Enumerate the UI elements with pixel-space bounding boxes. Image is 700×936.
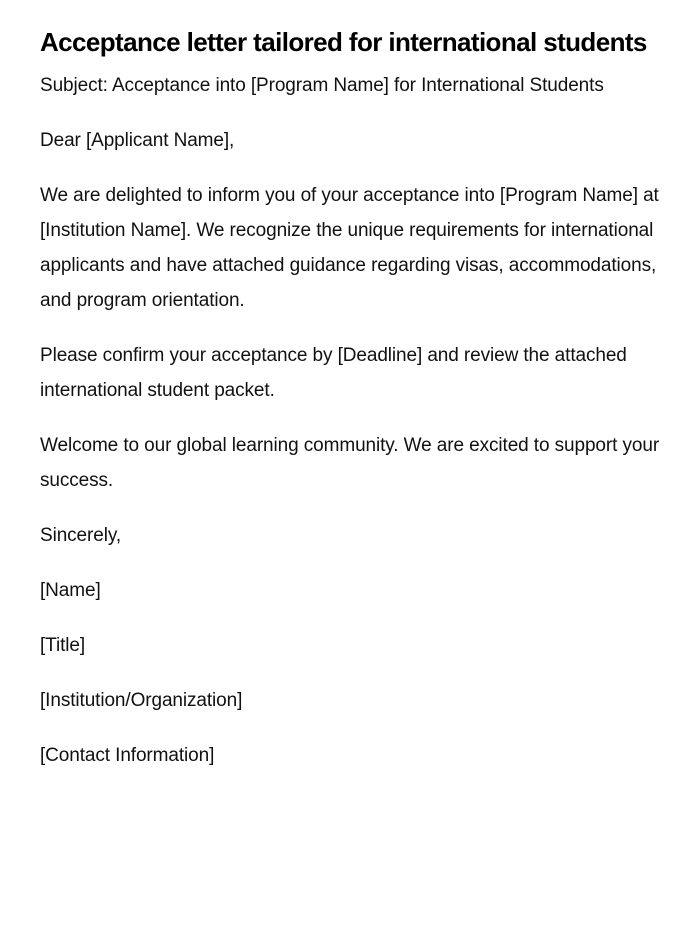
letter-title: Acceptance letter tailored for international students	[40, 27, 647, 57]
signature-contact: [Contact Information]	[40, 745, 215, 766]
letter-paragraph-welcome: Welcome to our global learning community. We are excited to support your success.	[40, 435, 660, 491]
signature-title: [Title]	[40, 635, 86, 656]
letter-paragraph-acceptance: We are delighted to inform you of your acceptance into [Program Name] at [Institution Name]. We recognize the unique requirements for international applicants and have attached guidance regarding visas, accommodations, and program orientation.	[40, 185, 659, 311]
letter-closing: Sincerely,	[40, 525, 122, 546]
signature-name: [Name]	[40, 580, 101, 601]
letter-salutation: Dear [Applicant Name],	[40, 130, 235, 151]
signature-organization: [Institution/Organization]	[40, 690, 243, 711]
letter-paragraph-confirm: Please confirm your acceptance by [Deadline] and review the attached international student packet.	[40, 345, 627, 401]
letter-subject: Subject: Acceptance into [Program Name] for International Students	[40, 75, 604, 96]
